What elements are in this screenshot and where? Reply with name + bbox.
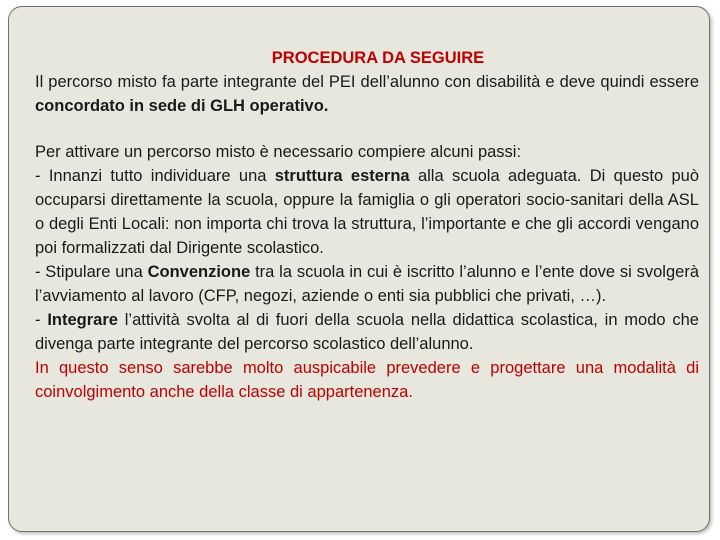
intro-text: Il percorso misto fa parte integrante del PEI dell’alunno con disabilità e deve quindi essere [35,73,699,91]
intro-bold: concordato in sede di GLH operativo. [35,97,329,115]
step-1-text-b: alla scuola adeguata. Di questo può occuparsi direttamente la scuola, oppure la famiglia o gli operatori socio-sanitari della ASL o degli Enti Locali: non importa chi trova la struttura, l’importante e che gli accordi vengano poi formalizzati dal Dirigente scolastico. [35,167,699,257]
conclusion-paragraph: In questo senso sarebbe molto auspicabile prevedere e progettare una modalità di coinvolgimento anche della classe di appartenenza. [35,359,699,401]
step-1-bold: struttura esterna [274,167,410,185]
steps-intro: Per attivare un percorso misto è necessario compiere alcuni passi: [35,143,522,161]
intro-paragraph [35,70,699,118]
step-3-text-b: l’attività svolta al di fuori della scuola nella didattica scolastica, in modo che divenga parte integrante del percorso scolastico dell’alunno. [35,311,699,353]
step-3-bold: Integrare [47,311,118,329]
step-3-text-a: - [35,311,48,329]
step-2 [35,260,699,308]
slide-title: PROCEDURA DA SEGUIRE [271,49,485,67]
step-2-bold: Convenzione [147,263,251,281]
paragraph-gap [35,118,699,140]
slide-frame [8,6,710,532]
step-3 [35,308,699,356]
step-1-text-a: - Innanzi tutto individuare una [35,167,275,185]
step-2-text-b: tra la scuola in cui è iscritto l’alunno e l’ente dove si svolgerà l’avviamento al lavoro (CFP, negozi, aziende o enti sia pubblici che privati, …). [35,263,699,305]
slide-content [35,46,699,404]
step-1 [35,164,699,260]
step-2-text-a: - Stipulare una [35,263,148,281]
